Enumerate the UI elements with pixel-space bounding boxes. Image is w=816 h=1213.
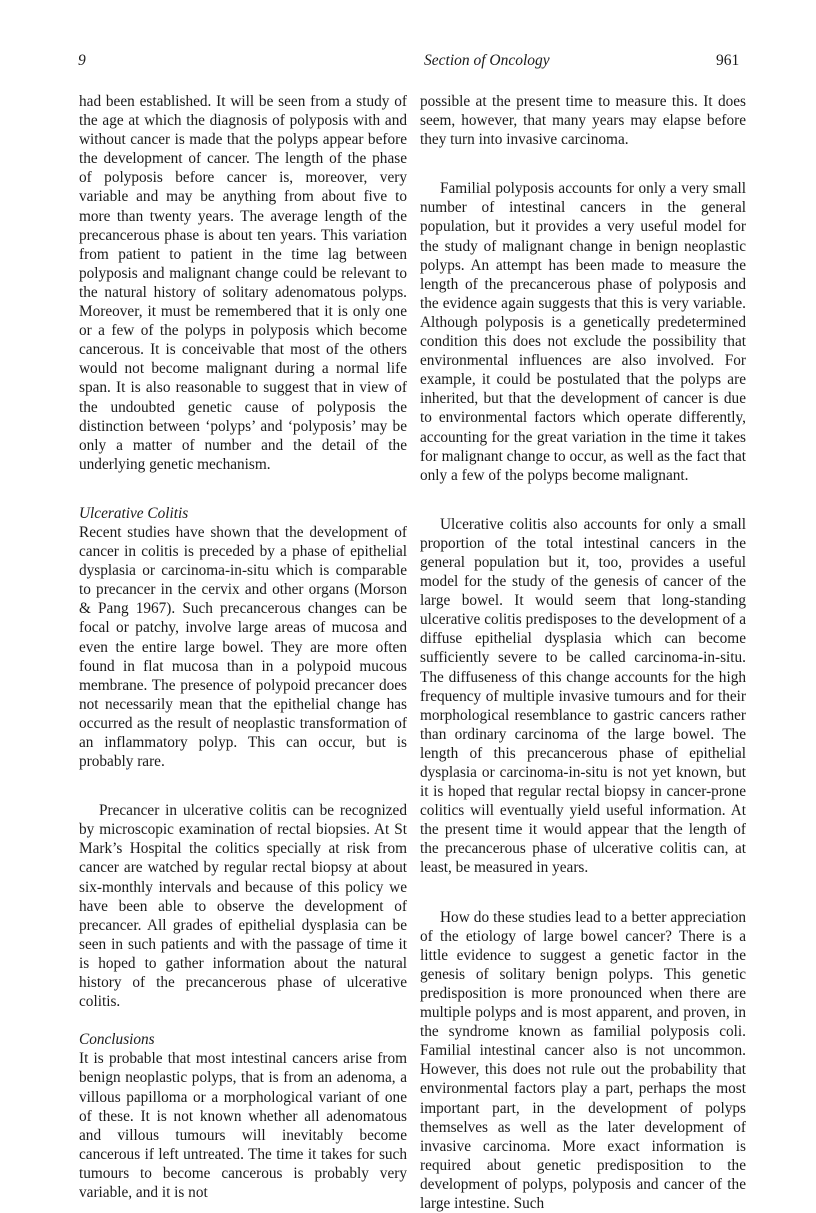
paragraph: Recent studies have shown that the development of cancer in colitis is preceded by a phase of epithelial dysplasia or carcinoma-in-situ which is comparable to precancer in the cervix and other organs (Morson & Pang 1967). Such precancerous changes can be focal or patchy, involve large areas of mucosa and even the entire large bowel. They are more often found in flat mucosa than in a polypoid mucous membrane. The presence of polypoid precancer does not necessarily mean that the epithelial change has occurred as the result of neoplastic transformation of an inflammatory polyp. This can occur, but is probably rare.	[79, 523, 407, 771]
paragraph: Precancer in ulcerative colitis can be recognized by microscopic examination of rectal biopsies. At St Mark’s Hospital the colitics specially at risk from cancer are watched by regular rectal biopsy at about six-monthly intervals and because of this policy we have been able to observe the development of precancer. All grades of epithelial dysplasia can be seen in such patients and with the passage of time it is hoped to gather information about the natural history of the precancerous phase of ulcerative colitis.	[79, 802, 407, 1011]
section-heading-conclusions: Conclusions	[79, 1031, 155, 1049]
section-heading-ulcerative-colitis: Ulcerative Colitis	[79, 504, 189, 522]
right-column	[420, 92, 746, 1213]
paragraph: possible at the present time to measure this. It does seem, however, that many years may elapse before they turn into invasive carcinoma.	[420, 93, 746, 149]
page-number: 961	[716, 52, 740, 69]
section-title: Section of Oncology	[424, 52, 550, 69]
paragraph: had been established. It will be seen from a study of the age at which the diagnosis of polyposis with and without cancer is made that the polyps appear before the development of cancer. The length of the phase of polyposis before cancer is, moreover, very variable and may be anything from about five to more than twenty years. The average length of the precancerous phase is about ten years. This variation from patient to patient in the time lag between polyposis and malignant change could be relevant to the natural history of solitary adenomatous polyps. Moreover, it must be remembered that it is only one or a few of the polyps in polyposis which become cancerous. It is conceivable that most of the others would not become malignant during a normal life span. It is also reasonable to suggest that in view of the undoubted genetic cause of polyposis the distinction between ‘polyps’ and ‘polyposis’ may be only a matter of number and the detail of the underlying genetic mechanism.	[79, 93, 407, 473]
paragraph: How do these studies lead to a better appreciation of the etiology of large bowel cancer? There is a little evidence to suggest a genetic factor in the genesis of solitary benign polyps. This genetic predisposition is more pronounced when there are multiple polyps and is most apparent, and proven, in the syndrome known as familial polyposis coli. Familial intestinal cancer also is not uncommon. However, this does not rule out the probability that environmental factors play a part, perhaps the most important part, in the development of polyps themselves as well as the later development of invasive carcinoma. More exact information is required about genetic predisposition to the development of polyps, polyposis and cancer of the large intestine. Such	[420, 908, 746, 1212]
paragraph: Ulcerative colitis also accounts for only a small proportion of the total intestinal cancers in the general population but it, too, provides a useful model for the study of the genesis of cancer of the large bowel. It would seem that long-standing ulcerative colitis predisposes to the development of a diffuse epithelial dysplasia which can become sufficiently severe to be called carcinoma-in-situ. The diffuseness of this change accounts for the high frequency of multiple invasive tumours and for their morphological resemblance to gastric cancers rather than ordinary carcinoma of the large bowel. The length of this precancerous phase of epithelial dysplasia or carcinoma-in-situ is not yet known, but it is hoped that regular rectal biopsy in cancer-prone colitics will eventually yield useful information. At the present time it would appear that the length of the precancerous phase of ulcerative colitis can, at least, be measured in years.	[420, 515, 746, 877]
left-column	[79, 92, 407, 1202]
paragraph: It is probable that most intestinal cancers arise from benign neoplastic polyps, that is from an adenoma, a villous papilloma or a morphological variant of one of these. It is not known whether all adenomatous and villous tumours will inevitably become cancerous if left untreated. The time it takes for such tumours to become cancerous is probably very variable, and it is not	[79, 1050, 407, 1201]
issue-number: 9	[78, 52, 86, 69]
paragraph: Familial polyposis accounts for only a very small number of intestinal cancers in the general population, but it provides a very useful model for the study of malignant change in benign neoplastic polyps. An attempt has been made to measure the length of the precancerous phase of polyposis and the evidence again suggests that this is very variable. Although polyposis is a genetically predetermined condition this does not exclude the possibility that environmental influences are also involved. For example, it could be postulated that the polyps are inherited, but that the development of cancer is due to environmental factors which operate differently, accounting for the great variation in the time it takes for malignant change to occur, as well as the fact that only a few of the polyps become malignant.	[420, 180, 747, 484]
